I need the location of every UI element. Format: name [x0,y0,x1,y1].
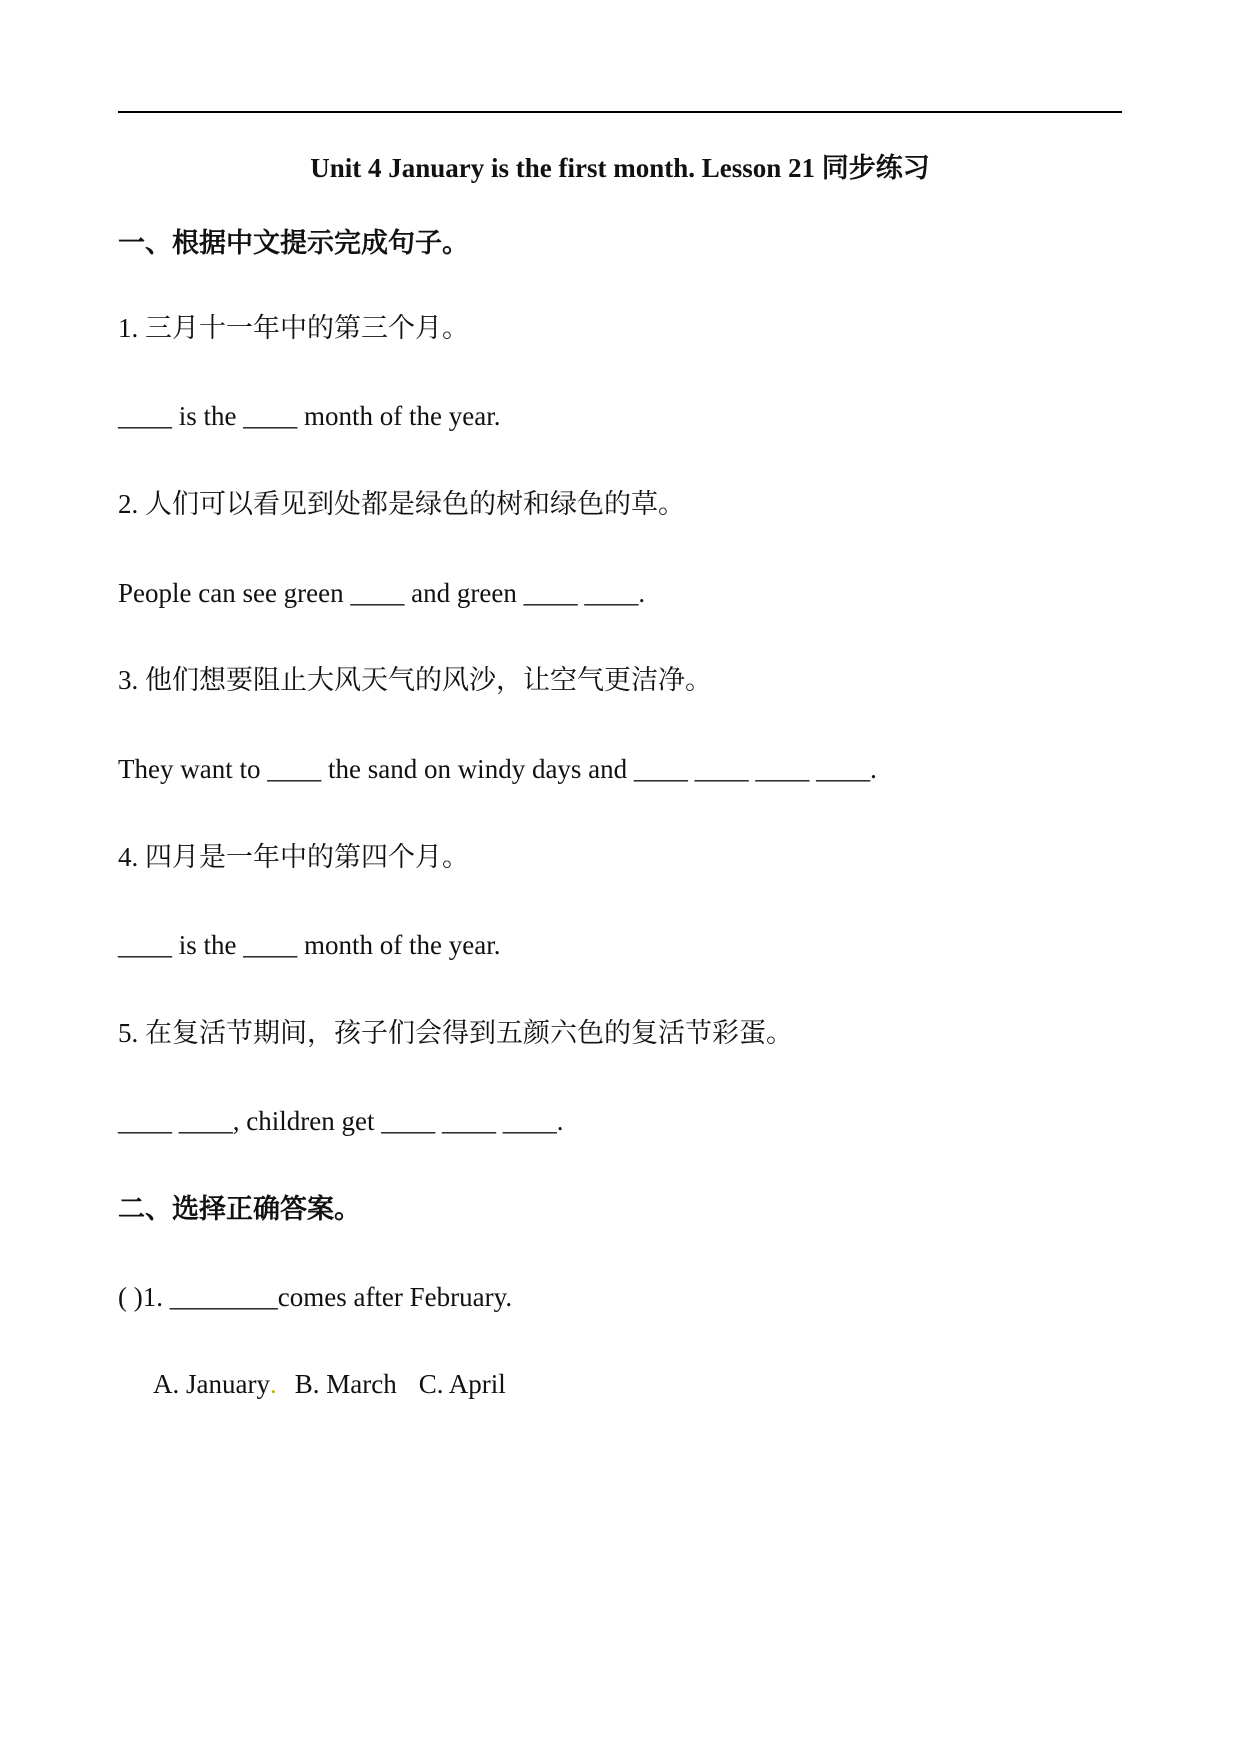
question-5-sentence: ____ ____, children get ____ ____ ____. [118,1106,564,1136]
option-a: A. January [153,1369,270,1399]
question-4-sentence: ____ is the ____ month of the year. [118,930,501,960]
question-2-prompt: 2. 人们可以看见到处都是绿色的树和绿色的草。 [118,489,685,519]
choice-question-1: ( )1. ________comes after February. [118,1282,513,1312]
choice-options [153,1366,506,1402]
question-3-sentence: They want to ____ the sand on windy days and ____ ____ ____ ____. [118,754,877,784]
question-4-prompt: 4. 四月是一年中的第四个月。 [118,842,469,872]
option-c: C. April [418,1369,506,1399]
question-1-prompt: 1. 三月十一年中的第三个月。 [118,313,469,343]
question-5-prompt: 5. 在复活节期间，孩子们会得到五颜六色的复活节彩蛋。 [118,1018,793,1048]
option-separator-dot: . [269,1369,277,1399]
question-1-sentence: ____ is the ____ month of the year. [118,401,501,431]
option-b: B. March [294,1369,397,1399]
section-2-heading: 二、选择正确答案。 [118,1194,361,1224]
document-title: Unit 4 January is the first month. Lesson 21 同步练习 [310,153,930,183]
section-1-heading: 一、根据中文提示完成句子。 [118,228,469,258]
question-2-sentence: People can see green ____ and green ____ ____. [118,578,646,608]
question-3-prompt: 3. 他们想要阻止大风天气的风沙，让空气更洁净。 [118,665,712,695]
header-rule [118,111,1122,113]
